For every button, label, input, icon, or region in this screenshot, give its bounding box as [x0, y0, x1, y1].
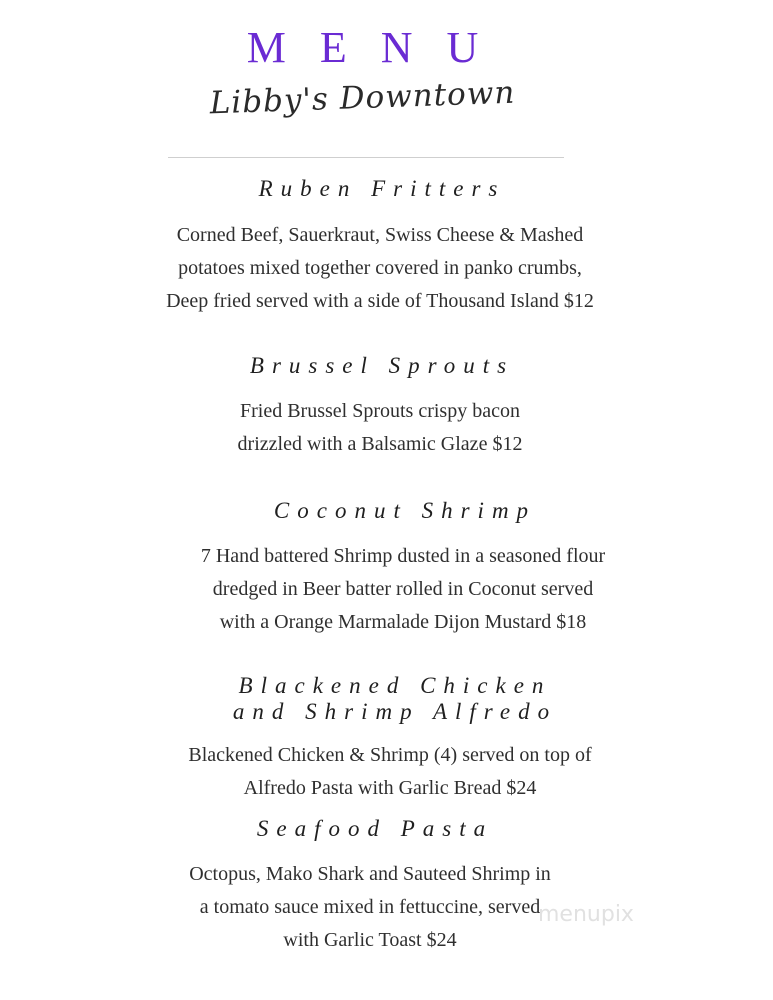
menu-title: MENU — [246, 23, 513, 72]
item-description-blackened-chicken-alfredo — [130, 739, 650, 805]
description-line: Blackened Chicken & Shrimp (4) served on top of — [188, 744, 592, 766]
description-line: a tomato sauce mixed in fettuccine, served — [199, 896, 541, 918]
description-line: dredged in Beer batter rolled in Coconut served — [212, 578, 594, 600]
description-line: Corned Beef, Sauerkraut, Swiss Cheese & Mashed — [176, 224, 584, 246]
restaurant-name: Libby's Downtown — [209, 74, 516, 122]
description-line: Fried Brussel Sprouts crispy bacon — [240, 400, 520, 422]
description-line: Octopus, Mako Shark and Sauteed Shrimp in — [189, 863, 551, 885]
item-heading-coconut-shrimp: Coconut Shrimp — [273, 498, 537, 523]
item-heading-brussel-sprouts: Brussel Sprouts — [249, 353, 515, 378]
title-divider — [168, 157, 564, 158]
description-line: with Garlic Toast $24 — [283, 929, 457, 951]
item-heading-seafood-pasta: Seafood Pasta — [256, 816, 494, 841]
description-line: potatoes mixed together covered in panko crumbs, — [178, 257, 582, 279]
item-description-coconut-shrimp — [123, 540, 683, 639]
description-line: drizzled with a Balsamic Glaze $12 — [237, 433, 523, 455]
item-heading-ruben-fritters: Ruben Fritters — [258, 176, 506, 201]
item-heading-blackened-chicken-alfredo: Blackened Chicken and Shrimp Alfredo — [232, 673, 558, 724]
description-line: with a Orange Marmalade Dijon Mustard $18 — [219, 611, 587, 633]
watermark-logo: menupix — [538, 902, 634, 927]
description-line: 7 Hand battered Shrimp dusted in a seasoned flour — [200, 545, 606, 567]
item-description-ruben-fritters — [100, 219, 660, 318]
description-line: Deep fried served with a side of Thousand Island $12 — [166, 290, 594, 312]
description-line: Alfredo Pasta with Garlic Bread $24 — [243, 777, 537, 799]
item-description-brussel-sprouts — [180, 395, 580, 461]
